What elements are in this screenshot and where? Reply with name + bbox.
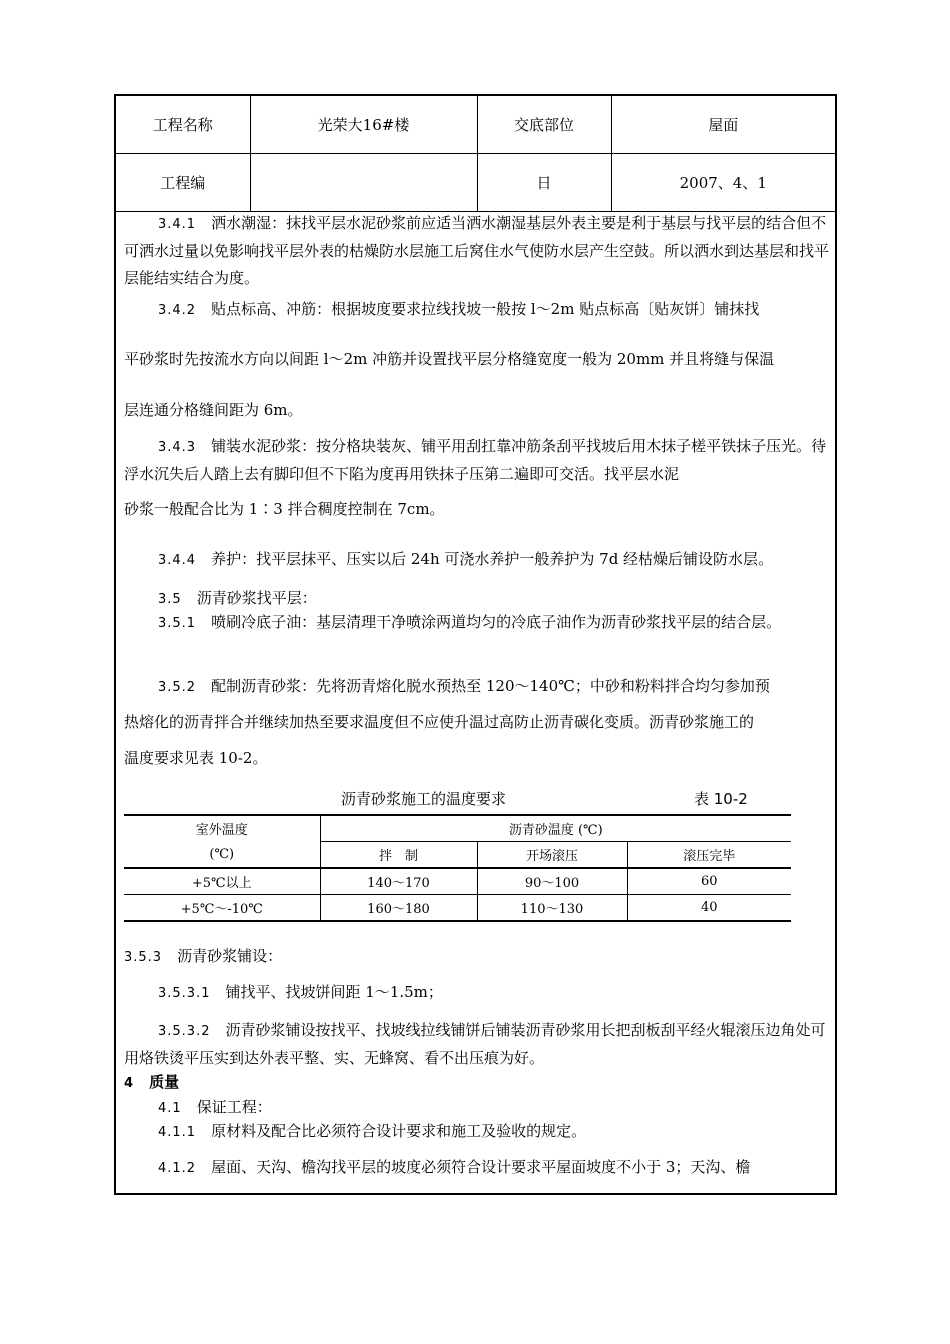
para-4-1: 4.1 保证工程：: [158, 1098, 272, 1116]
section-4-quality: 4 质量: [124, 1073, 180, 1091]
para-3-4-4: 3.4.4 养护：找平层抹平、压实以后 24h 可浇水养护一般养护为 7d 经枯燥后铺设防水层。: [158, 550, 774, 568]
para-4-1-1: 4.1.1 原材料及配合比必须符合设计要求和施工及验收的规定。: [158, 1122, 587, 1140]
para-3-4-2-b: 平砂浆时先按流水方向以间距 l～2m 冲筋并设置找平层分格缝宽度一般为 20mm 并且将缝与保温: [124, 350, 775, 368]
temperature-table: [124, 814, 791, 922]
para-3-5-1: 3.5.1 喷刷冷底子油：基层清理干净喷涂两道均匀的冷底子油作为沥青砂浆找平层的结合层。: [158, 613, 782, 631]
th-roll-end: 滚压完毕: [627, 842, 791, 869]
cell-roll-start: 90～100: [477, 868, 627, 895]
th-asphalt-temp: 沥青砂温度 (℃): [320, 815, 791, 842]
location-label: 交底部位: [477, 96, 611, 154]
para-3-5: 3.5 沥青砂浆找平层：: [158, 589, 317, 607]
para-3-4-1: 3.4.1 洒水潮湿：抹找平层水泥砂浆前应适当洒水潮湿基层外表主要是利于基层与找平层的结合但不可洒水过量以免影响找平层外表的枯燥防水层施工后窝住水气使防水层产生空鼓。所以洒水到达基层和找平层能结实结合为度。: [124, 214, 830, 287]
th-mix: 拌 制: [320, 842, 477, 869]
para-3-4-3: 3.4.3 铺装水泥砂浆：按分格块装灰、铺平用刮扛靠冲筋条刮平找坡后用木抹子槎平铁抹子压光。待浮水沉失后人踏上去有脚印但不下陷为度再用铁抹子压第二遍即可交活。找平层水泥: [124, 437, 827, 483]
cell-outdoor: +5℃以上: [124, 868, 320, 895]
para-3-5-2-b: 热熔化的沥青拌合并继续加热至要求温度但不应使升温过高防止沥青碳化变质。沥青砂浆施工的: [124, 713, 755, 731]
para-3-5-3-1: 3.5.3.1 铺找平、找坡饼间距 1～1.5m；: [158, 983, 443, 1001]
table-caption: 沥青砂浆施工的温度要求: [341, 790, 507, 808]
location: 屋面: [611, 96, 835, 154]
para-3-5-3-2: 3.5.3.2 沥青砂浆铺设按找平、找坡线拉线铺饼后铺装沥青砂浆用长把刮板刮平经火辊滚压边角处可用烙铁烫平压实到达外表平整、实、无蜂窝、看不出压痕为好。: [124, 1021, 826, 1067]
para-3-4-2-a: 3.4.2 贴点标高、冲筋：根据坡度要求拉线找坡一般按 l～2m 贴点标高〔贴灰饼〕铺抹找: [158, 300, 760, 318]
para-3-5-3: 3.5.3 沥青砂浆铺设：: [124, 947, 283, 965]
date-label: 日: [477, 154, 611, 212]
th-roll-start: 开场滚压: [477, 842, 627, 869]
table-number: 表 10-2: [694, 790, 748, 808]
table-row: [124, 868, 791, 895]
date: 2007、4、1: [611, 154, 835, 212]
cell-mix: 140～170: [320, 868, 477, 895]
table-row: [124, 895, 791, 922]
cell-outdoor: +5℃～-10℃: [124, 895, 320, 922]
th-outdoor-2: (℃): [124, 842, 320, 869]
project-no: [250, 154, 477, 212]
project-name-label: 工程名称: [116, 96, 250, 154]
project-no-label: 工程编: [116, 154, 250, 212]
cell-roll-end: 60: [627, 868, 791, 895]
para-3-4-2-c: 层连通分格缝间距为 6m。: [124, 401, 303, 419]
th-outdoor-1: 室外温度: [124, 815, 320, 842]
para-3-5-2-c: 温度要求见表 10-2。: [124, 749, 268, 767]
cell-mix: 160～180: [320, 895, 477, 922]
para-3-5-2-a: 3.5.2 配制沥青砂浆：先将沥青熔化脱水预热至 120～140℃；中砂和粉料拌合均匀参加预: [158, 677, 770, 695]
header-table: [116, 96, 835, 212]
project-name: 光荣大16#楼: [250, 96, 477, 154]
cell-roll-start: 110～130: [477, 895, 627, 922]
document-frame: [114, 94, 837, 1195]
para-4-1-2: 4.1.2 屋面、天沟、檐沟找平层的坡度必须符合设计要求平屋面坡度不小于 3；天沟、檐: [158, 1158, 751, 1176]
cell-roll-end: 40: [627, 895, 791, 922]
para-3-4-3-b: 砂浆一般配合比为 1∶3 拌合稠度控制在 7cm。: [124, 500, 445, 518]
